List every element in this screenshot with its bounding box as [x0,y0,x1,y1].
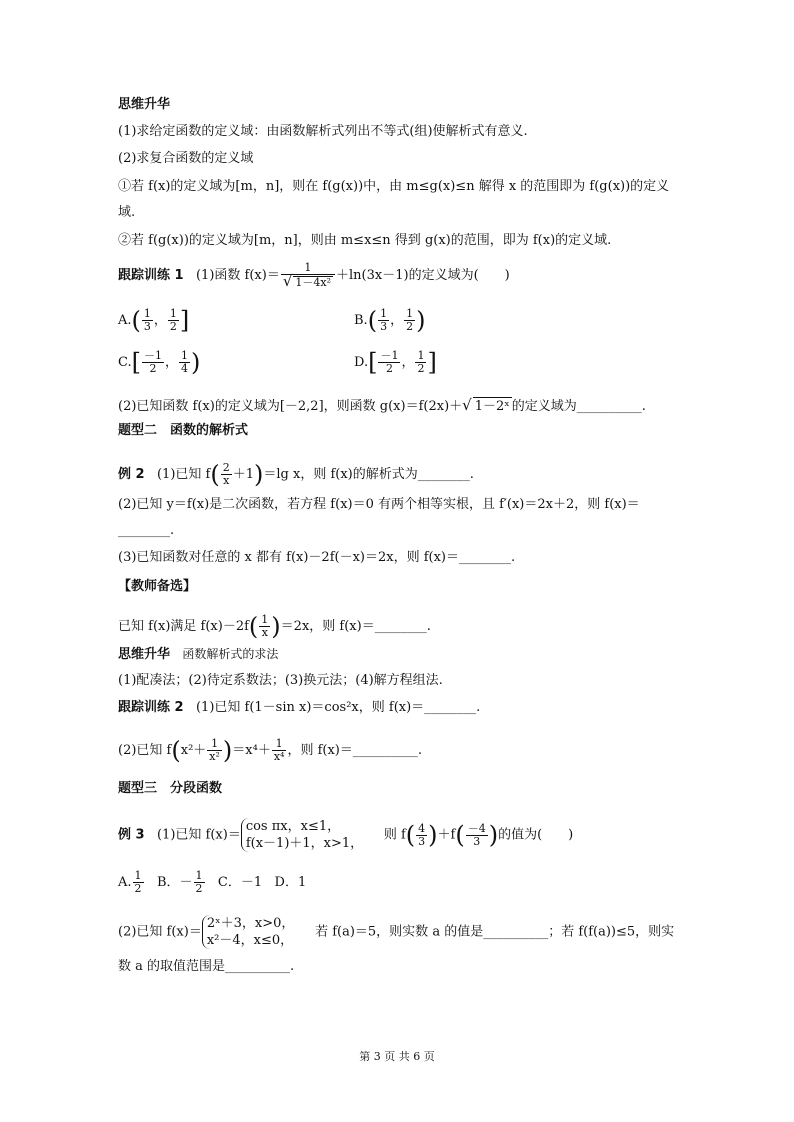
thinking-2-line-1: (1)配凑法；(2)待定系数法；(3)换元法；(4)解方程组法. [118,673,443,688]
example-2-question-3: (3)已知函数对任意的 x 都有 f(x)－2f(－x)＝2x，则 f(x)＝________. [118,550,516,565]
thinking-line-1: (1)求给定函数的定义域：由函数解析式列出不等式(组)使解析式有意义. [118,124,528,139]
example-label: 例 2 [118,467,145,482]
answer-blank[interactable]: ________ [424,700,477,715]
section-title-type3: 题型三 分段函数 [118,781,223,796]
option-c[interactable]: C．－1 [217,875,263,890]
thinking-line-2: (2)求复合函数的定义域 [118,151,254,166]
answer-blank[interactable]: __________ [483,924,549,940]
option-a[interactable]: A. $\frac{1}{2}$ [118,869,142,895]
option-d[interactable]: D．1 [274,875,307,890]
practice-2-question-2: (2)已知 f(x²＋ $\frac{1}{\text{x²}}$ )＝x⁴＋ $\frac{1}{\text{x⁴}}$ ，则 f(x)＝__________. [118,736,423,765]
page-footer: 第 3 页 共 6 页 [359,1050,435,1063]
example-3-question-2: (2)已知 f(x)＝ 2ˣ＋3，x>0， x²－4，x≤0， 若 f(a)＝5，则实数 a 的值是__________；若 f(f(a))≤5，则实 [118,916,675,948]
example-label: 例 3 [118,827,145,843]
section-title-thinking: 思维升华 [118,97,171,112]
answer-blank[interactable]: ________ [417,467,470,482]
option-b[interactable]: B．－ $\frac{1}{2}$ [156,869,203,895]
practice-1-question-1: 跟踪训练 1 (1)函数 f(x)＝ $\frac{1}{\text{√ 1－4x²}}$ ＋ln(3x－1)的定义域为( ) [118,261,510,290]
option-b[interactable]: B.( $\frac{1}{3}$ ， $\frac{1}{2}$ ) [354,306,426,335]
answer-blank[interactable]: ________ [374,619,427,634]
thinking-line-4: ②若 f(g(x))的定义域为[m，n]，则由 m≤x≤n 得到 g(x)的范围，即为 f(x)的定义域. [118,233,612,248]
answer-blank[interactable]: ________ [459,550,512,565]
thinking-line-3: ①若 f(x)的定义域为[m，n]，则在 f(g(x))中，由 m≤g(x)≤n 解得 x 的范围即为 f(g(x))的定义 [118,179,670,194]
answer-blank[interactable]: ________ [118,523,170,538]
example-2-question-2-answer: ________. [118,523,175,538]
section-thinking-2: 思维升华 函数解析式的求法 [118,647,279,662]
practice-label: 跟踪训练 1 [118,268,184,283]
practice-label: 跟踪训练 2 [118,700,184,715]
example-3-question-1: 例 3 (1)已知 f(x)＝ cos πx，x≤1， f(x－1)＋1，x>1， 则 f( $\frac{4}{3}$ )＋f( $\frac{-4}{3}$ )的值为( ) [118,819,574,851]
answer-blank[interactable]: __________ [352,743,418,758]
option-a[interactable]: A.( $\frac{1}{3}$ ， $\frac{1}{2}$ ] [118,306,190,335]
example-2-question-1: 例 2 (1)已知 f( $\frac{2}{x}$ ＋1)＝lg x，则 f(x)的解析式为________. [118,460,474,489]
section-title-type2: 题型二 函数的解析式 [118,423,249,438]
practice-1-question-2: (2)已知函数 f(x)的定义域为[－2,2]，则函数 g(x)＝f(2x)＋√ 1－2ˣ 的定义域为__________. [118,396,646,414]
teacher-extra-question: 已知 f(x)满足 f(x)－2f( $\frac{1}{x}$ )＝2x，则 f(x)＝________. [118,612,431,641]
piecewise-system: cos πx，x≤1， f(x－1)＋1，x>1， [241,818,363,852]
teacher-extra-title: 【教师备选】 [118,579,197,594]
option-c[interactable]: C.[ $\frac{-1}{2}$ ， $\frac{1}{4}$ ) [118,348,201,377]
example-3-question-2-cont: 数 a 的取值范围是__________. [118,959,295,974]
fraction: $\frac{1}{\text{√ 1－4x²}}$ [281,262,335,289]
practice-2-question-1: 跟踪训练 2 (1)已知 f(1－sin x)＝cos²x，则 f(x)＝________. [118,700,481,715]
answer-blank[interactable]: __________ [225,959,291,974]
option-d[interactable]: D.[ $\frac{-1}{2}$ ， $\frac{1}{2}$ ] [354,348,437,377]
answer-blank[interactable]: __________ [576,399,642,414]
piecewise-system: 2ˣ＋3，x>0， x²－4，x≤0， [202,915,295,949]
example-3-options [118,870,306,895]
example-2-question-2: (2)已知 y＝f(x)是二次函数，若方程 f(x)＝0 有两个相等实根，且 f′(x)＝2x＋2，则 f(x)＝ [118,497,640,512]
thinking-line-3b: 域. [118,205,136,220]
